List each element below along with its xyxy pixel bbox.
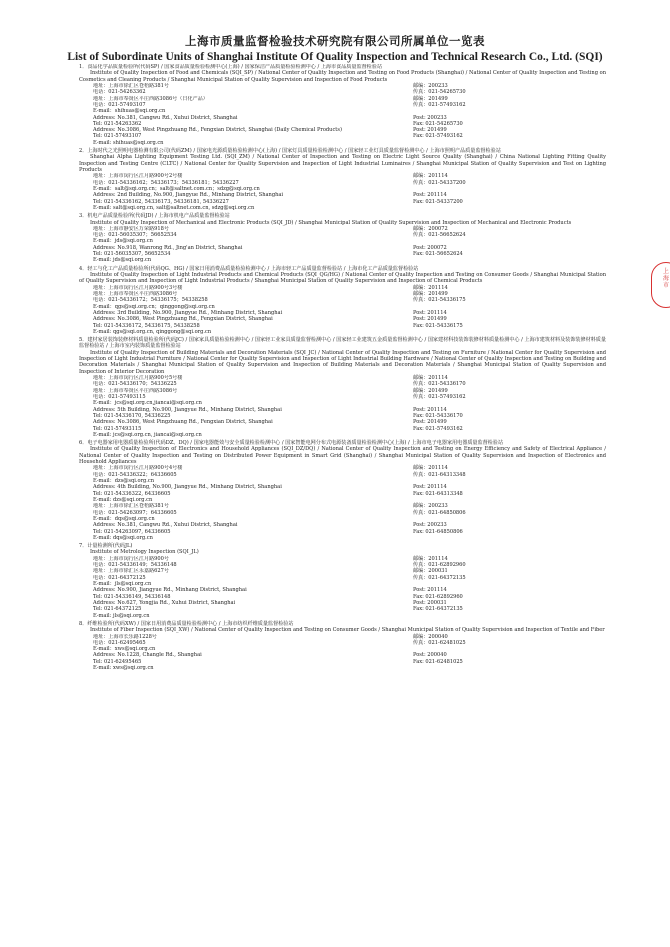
contact-left: E-mail: qgs@sqi.org.cn, qinggong@sqi.org.cn bbox=[93, 328, 212, 335]
contact-row bbox=[79, 432, 606, 438]
contact-left: 地址：上海市闵行区江月路900号5号楼 bbox=[93, 375, 183, 381]
contact-row bbox=[79, 665, 606, 671]
contact-row bbox=[79, 140, 606, 146]
contact-right: Fax: 021-57493162 bbox=[413, 425, 463, 432]
contact-right: 传真：021-64372135 bbox=[413, 574, 466, 581]
contact-left: 电话：021-57493115 bbox=[93, 393, 146, 400]
contact-right: 传真：021-56652624 bbox=[413, 232, 466, 239]
contact-left: Tel: 021-54263097, 64336605 bbox=[93, 528, 171, 535]
contact-left: E-mail：dqs@sqi.org.cn bbox=[93, 515, 155, 522]
contact-right: Fax: 021-62481025 bbox=[413, 658, 463, 665]
unit-heading: 1．食品化学品质量检验所(代码SP) / 国家食品质量检验检测中心(上海) / 国家保洁产品质量检验检测中心 / 上海市食品质量监督检验站 bbox=[79, 64, 382, 70]
unit-description: Institute of Quality Inspection of Building Materials and Decoration Materials (SQI_JC) / National Center of Quality Inspection and Testing on Furniture / National Center for Quality Supervision and Inspection of Light Industrial Furniture / National Center for Quality Supervision and Inspection of Light Industrial Building Hardware / National Center of Quality Inspection and Testing on Building and Decoration Materials / Shanghai Municipal Station of Quality Supervision and Inspection of Building Materials and Decoration Materials / Shanghai Municipal Station of Quality Supervision and Inspection of Interior Decoration bbox=[79, 349, 606, 375]
unit-description: Institute of Quality Inspection of Electronics and Household Appliances (SQI_DZ/DQ) / National Center of Quality Inspection and Testing on Energy Efficiency and Safety of Electrical Appliance / National Center of Quality Inspection and Testing on Distributed Power Equipment in Smart Grid (Shanghai) / Shanghai Municipal Station of Quality Supervision and Inspection of Electronics and Household Appliances bbox=[79, 446, 606, 466]
contact-right: 传真：021-54265730 bbox=[413, 89, 466, 96]
contact-right: 邮编：200233 bbox=[413, 503, 448, 510]
contact-right: Fax: 021-64372135 bbox=[413, 606, 463, 613]
contact-left: E-mail: dqs@sqi.org.cn bbox=[93, 534, 153, 541]
contact-left: E-mail: shihuas@sqi.org.cn bbox=[93, 139, 164, 146]
contact-row bbox=[79, 257, 606, 263]
contact-right: 邮编：201499 bbox=[413, 95, 448, 102]
unit-entry bbox=[79, 148, 606, 211]
stamp-char: 海 bbox=[662, 275, 669, 282]
contact-row bbox=[79, 613, 606, 619]
contact-left: Tel: 021-56035307, 56652534 bbox=[93, 251, 171, 258]
contact-right: 邮编：200233 bbox=[413, 82, 448, 89]
contact-right: 邮编：201499 bbox=[413, 387, 448, 394]
contact-right: Fax: 021-64850806 bbox=[413, 528, 463, 535]
contact-left: 电话：021-54336322；64336605 bbox=[93, 471, 177, 478]
contact-left: Tel: 021-54336162, 54336173, 54336181, 54336227 bbox=[93, 198, 229, 205]
contact-right: 传真：021-64850806 bbox=[413, 509, 466, 516]
contact-right: 邮编：201114 bbox=[413, 375, 448, 381]
page-title-cn: 上海市质量监督检验技术研究院有限公司所属单位一览表 bbox=[185, 34, 485, 48]
contact-right: 邮编：201114 bbox=[413, 555, 448, 562]
unit-entry bbox=[79, 337, 606, 438]
contact-right: Post: 201499 bbox=[413, 127, 447, 134]
contact-left: E-mail：xws@sqi.org.cn bbox=[93, 646, 156, 653]
contact-left: Address: 5th Building, No.900, Jiangyue Rd., Minhang District, Shanghai bbox=[93, 406, 282, 413]
unit-heading: 4．轻工与化工产品质量检验所(代码QG、HG) / 国家日用消费品质量检验检测中心 / 上海市轻工产品质量监督检验站 / 上海市化工产品质量监督检验站 bbox=[79, 265, 419, 272]
contact-left: E-mail：shihuas@sqi.org.cn bbox=[93, 108, 166, 115]
contact-left: Address: No.3086, West Pingzhuang Rd., Fengxian District, Shanghai bbox=[93, 419, 273, 426]
contact-left: E-mail: jcs@sqi.org.cn, jiancai@sqi.org.cn bbox=[93, 431, 202, 438]
contact-right: 传真：021-54336175 bbox=[413, 297, 466, 304]
contact-left: 地址：上海市奉贤区平庄西路3086号（日化产品） bbox=[93, 95, 208, 102]
contact-left: Tel: 021-64372125 bbox=[93, 606, 142, 613]
unit-entry bbox=[79, 64, 606, 146]
contact-left: Address: No.627, Yongjia Rd., Xuhui District, Shanghai bbox=[93, 599, 236, 606]
contact-right: Fax: 021-54336175 bbox=[413, 322, 463, 329]
contact-left: Address: No.918, Wanrong Rd., Jing'an District, Shanghai bbox=[93, 244, 243, 251]
unit-entry bbox=[79, 266, 606, 335]
contact-right: Post: 201114 bbox=[413, 484, 447, 491]
contact-right: Fax: 021-54336170 bbox=[413, 412, 463, 419]
contact-right: Post: 201114 bbox=[413, 406, 447, 413]
contact-left: Address: 4th Building, No.900, Jiangyue Rd., Minhang District, Shanghai bbox=[93, 484, 282, 491]
contact-left: 地址：上海市静安区万荣路918号 bbox=[93, 225, 169, 232]
contact-left: E-mail: dzs@sqi.org.cn bbox=[93, 496, 153, 503]
contact-right: Post: 201114 bbox=[413, 192, 447, 199]
contact-right: Post: 201499 bbox=[413, 419, 447, 426]
contact-right: Fax: 021-64313348 bbox=[413, 490, 463, 497]
contact-right: 传真：021-57493162 bbox=[413, 101, 466, 108]
unit-heading: 2．上海时代之光照明电器检测有限公司(代码ZM) / 国家电光源质量检验检测中心(上海) / 国家灯具质量检验检测中心 / 国家轻工业灯具质量监督检测中心 / 上海市照明产品质量监督检验站 bbox=[79, 148, 501, 155]
contact-right: Post: 200233 bbox=[413, 114, 447, 121]
contact-left: E-mail: jls@sqi.org.cn bbox=[93, 612, 150, 619]
contact-left: Tel: 021-57493107 bbox=[93, 133, 142, 140]
stamp-char: 上 bbox=[662, 268, 669, 275]
unit-heading: 3．机电产品质量检验所(代码JD) / 上海市机电产品质量监督检验站 bbox=[79, 213, 230, 220]
contact-right: Post: 201114 bbox=[413, 309, 447, 316]
contact-right: Fax: 021-54265730 bbox=[413, 120, 463, 127]
unit-entry bbox=[79, 621, 606, 672]
contact-row bbox=[79, 329, 606, 335]
contact-left: E-mail: jds@sqi.org.cn bbox=[93, 257, 152, 264]
unit-entry bbox=[79, 213, 606, 264]
contact-left: Address: No.381, Cangwu Rd., Xuhui District, Shanghai bbox=[93, 114, 238, 121]
contact-left: Tel: 021-54336322, 64336605 bbox=[93, 490, 171, 497]
unit-description: Institute of Fiber Inspection (SQI_XW) / National Center of Quality Inspection and Testing on Consumer Goods / Shanghai Municipal Station of Quality Supervision and Inspection of Textile and Fiber bbox=[90, 627, 605, 634]
contact-right: Post: 200072 bbox=[413, 244, 447, 251]
contact-left: E-mail：jds@sqi.org.cn bbox=[93, 238, 153, 245]
contact-left: E-mail：jls@sqi.org.cn bbox=[93, 581, 152, 587]
contact-left: 地址：上海市闵行区江月路900号2号楼 bbox=[93, 173, 183, 180]
contact-left: 电话：021-64372125 bbox=[93, 574, 146, 581]
contact-left: Tel: 021-54336149, 54336148 bbox=[93, 593, 171, 600]
page-title-en: List of Subordinate Units of Shanghai Institute Of Quality Inspection and Technical Research Co., Ltd. (SQI) bbox=[67, 51, 603, 63]
contact-left: 地址：上海市闵行区江月路900号4号楼 bbox=[93, 465, 183, 472]
contact-left: Address: 3rd Building, No.900, Jiangyue Rd., Minhang District, Shanghai bbox=[93, 309, 283, 316]
contact-row bbox=[79, 205, 606, 211]
contact-right: 传真：021-64313348 bbox=[413, 471, 466, 478]
contact-left: Tel: 021-54336170, 54336225 bbox=[93, 412, 171, 419]
contact-left: Tel: 021-54336172, 54336175, 54338258 bbox=[93, 322, 200, 329]
contact-left: 电话：021-54263097；64336605 bbox=[93, 509, 177, 516]
contact-left: 地址：上海市奉贤区平庄西路3086号 bbox=[93, 290, 178, 297]
contact-left: Address: No.900, Jiangyue Rd., Minhang District, Shanghai bbox=[93, 587, 247, 594]
contact-left: Address: 2nd Building, No.900, Jiangyue Rd., Minhang District, Shanghai bbox=[93, 192, 284, 199]
contact-left: Tel: 021-54263362 bbox=[93, 120, 142, 127]
stamp-char: 市 bbox=[662, 282, 669, 289]
contact-left: 电话：021-57493107 bbox=[93, 101, 146, 108]
contact-left: 电话：021-56035307；56652534 bbox=[93, 232, 177, 239]
contact-left: 电话：021-54336172；54336175；54338258 bbox=[93, 297, 208, 304]
contact-right: 邮编：201114 bbox=[413, 284, 448, 291]
contact-left: 电话：021-54336170；54336225 bbox=[93, 381, 177, 388]
unit-heading: 6．电子电器家用电器质量检验所(代码DZ、DQ) / 国家电器能效与安全质量检验检测中心 / 国家智能电网分布式电源装备质量检验检测中心(上海) / 上海市电子电器家用电器质量监督检验站 bbox=[79, 440, 503, 447]
contact-right: Post: 201499 bbox=[413, 316, 447, 323]
contact-left: Tel: 021-62495465 bbox=[93, 658, 142, 665]
contact-row bbox=[79, 535, 606, 541]
unit-description: Institute of Quality Inspection of Mechanical and Electronic Products (SQI_JD) / Shanghai Municipal Station of Quality Supervision and Inspection of Mechanical and Electronic Products bbox=[90, 219, 572, 226]
unit-description: Institute of Quality Inspection of Light Industrial Products and Chemical Products (SQI_QG/HG) / National Center of Quality Inspection and Testing on Consumer Goods / Shanghai Municipal Station of Quality Supervision and Inspection of Light Industrial Products / Shanghai Municipal Station of Quality Supervision and Inspection of Chemical Products bbox=[79, 272, 606, 285]
unit-heading: 5．建材家居装饰装修材料质量检验所(代码JC) / 国家家具质量检验检测中心 / 国家轻工业家具质量监督检测中心 / 国家轻工业建筑五金质量监督检测中心 / 国家建材科技装饰装修材料质量检测中心 / 上海市建筑材料及装饰装修材料质量监督检验站 / 上海市室内装饰质量监督检验站 bbox=[79, 337, 606, 350]
contact-right: Fax: 021-57493162 bbox=[413, 133, 463, 140]
contact-left: E-mail：jcs@sqi.org.cn,jiancai@sqi.org.cn bbox=[93, 400, 202, 407]
contact-left: 地址：上海市徐汇区苍梧路381号 bbox=[93, 82, 169, 89]
unit-entry bbox=[79, 440, 606, 541]
contact-left: E-mail：dzs@sqi.org.cn bbox=[93, 478, 155, 484]
contact-right: 邮编：200031 bbox=[413, 568, 448, 575]
contact-left: 地址：上海市闵行区江月路900号 bbox=[93, 555, 169, 562]
contact-right: 邮编：201114 bbox=[413, 465, 448, 472]
contact-right: Fax: 021-54337200 bbox=[413, 198, 463, 205]
contact-left: 地址：上海市徐汇区苍梧路381号 bbox=[93, 503, 169, 510]
contact-left: E-mail: xws@sqi.org.cn bbox=[93, 665, 154, 672]
unit-entry bbox=[79, 543, 606, 619]
contact-left: 电话：021-54263362 bbox=[93, 89, 146, 96]
contact-right: 传真：021-62892960 bbox=[413, 562, 466, 569]
contact-left: E-mail: salt@sqi.org.cn, salt@saltnet.com.cn, sdzg@sqi.org.cn bbox=[93, 204, 255, 211]
contact-left: 电话：021-54336149；54336148 bbox=[93, 562, 177, 569]
unit-description: Institute of Quality Inspection of Food and Chemicals (SQI_SP) / National Center of Quality Inspection and Testing on Food Products (Shanghai) / National Center of Quality Inspection and Testing on Cosmetics and Cleaning Products / Shanghai Municipal Station of Quality Supervision and Inspection of Food Products bbox=[79, 70, 606, 83]
red-seal-stamp bbox=[651, 262, 670, 308]
contact-left: 地址：上海市奉贤区平庄西路3086号 bbox=[93, 387, 178, 394]
contact-left: Address: No.3086, West Pingzhuang Rd., Fengxian District, Shanghai bbox=[93, 316, 273, 323]
unit-description: Shanghai Alpha Lighting Equipment Testing Ltd. (SQI_ZM) / National Center of Inspection and Testing on Electric Light Source Quality (Shanghai) / China National Lighting Fitting Quality Inspection and Testing Centre (CLTC) / National Center for Quality Supervision and Inspection of Light Industrial Luminaires / Shanghai Municipal Station of Quality Supervision and Test on Lighting Products bbox=[79, 154, 606, 173]
contact-left: 电话：021-62495465 bbox=[93, 639, 146, 646]
contact-right: Post: 200031 bbox=[413, 599, 447, 606]
contact-left: 地址：上海市长乐路1228号 bbox=[93, 633, 157, 640]
contact-right: Post: 200233 bbox=[413, 522, 447, 529]
contact-left: E-mail：qgs@sqi.org.cn；qinggong@sqi.org.cn bbox=[93, 303, 215, 310]
contact-right: Fax: 021-56652624 bbox=[413, 251, 463, 258]
contact-right: 邮编：200072 bbox=[413, 225, 448, 232]
contact-right: 邮编：201114 bbox=[413, 173, 448, 180]
unit-heading: 7．计量检测所(代码JL) bbox=[79, 543, 133, 550]
contact-left: E-mail：salt@sqi.org.cn；salt@saltnet.com.cn；sdzg@sqi.org.cn bbox=[93, 185, 260, 192]
contact-left: 地址：上海市徐汇区永嘉路627号 bbox=[93, 568, 169, 575]
contact-right: 传真：021-57493162 bbox=[413, 393, 466, 400]
unit-heading: 8．纤维检验所(代码XW) / 国家日用消费品质量检验检测中心 / 上海市纺织纤维质量监督检验站 bbox=[79, 620, 294, 627]
contact-left: Address: No.381, Cangwu Rd., Xuhui District, Shanghai bbox=[93, 522, 238, 529]
contact-right: 传真：021-54336170 bbox=[413, 381, 466, 388]
contact-right: 邮编：200040 bbox=[413, 633, 448, 640]
contact-left: 地址：上海市闵行区江月路900号3号楼 bbox=[93, 284, 183, 291]
unit-description: Institute of Metrology Inspection (SQI_JL) bbox=[90, 549, 199, 556]
unit-list bbox=[79, 64, 606, 944]
contact-right: Post: 200040 bbox=[413, 652, 447, 659]
contact-right: 传真：021-54337200 bbox=[413, 179, 466, 186]
contact-right: Fax: 021-62892960 bbox=[413, 593, 463, 600]
contact-left: Address: No.1228, Changle Rd., Shanghai bbox=[93, 652, 202, 659]
contact-left: 电话：021-54336162；54336173；54336181；54336227 bbox=[93, 179, 239, 186]
contact-right: 传真：021-62481025 bbox=[413, 639, 466, 646]
contact-right: 邮编：201499 bbox=[413, 290, 448, 297]
contact-left: Tel: 021-57493115 bbox=[93, 425, 142, 432]
contact-left: Address: No.3086, West Pingzhuang Rd., Fengxian District, Shanghai (Daily Chemical Products) bbox=[93, 127, 342, 134]
contact-right: Post: 201114 bbox=[413, 587, 447, 594]
